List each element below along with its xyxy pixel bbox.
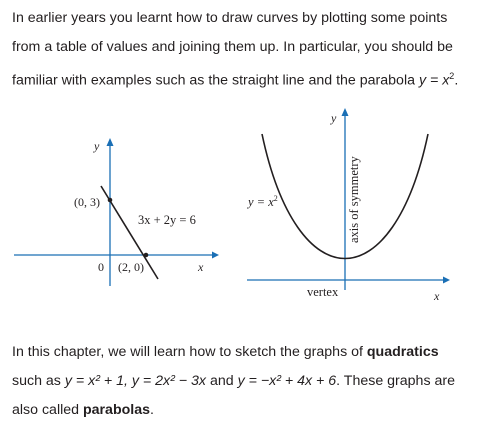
closing-line-1-text: In this chapter, we will learn how to sketch the graphs of (12, 344, 367, 360)
parabolas-term: parabolas (82, 402, 151, 418)
closing-line-2 (12, 367, 482, 396)
origin-label: 0 (98, 260, 104, 274)
closing-line-3-end: . (150, 402, 154, 418)
closing-line-3 (12, 396, 482, 425)
parabola-inline-equation: y = x (418, 72, 450, 89)
parabola-equation-label (246, 194, 278, 209)
line-y-axis-label: y (94, 139, 100, 153)
parabola-y-axis-arrow (342, 108, 349, 116)
intro-line-3-text: familiar with examples such as the straight line and the parabola (12, 72, 419, 89)
parabola-figure (246, 108, 450, 303)
example-equations-1: y = x² + 1, y = 2x² − 3x (64, 373, 206, 389)
line-x-axis-arrow (212, 252, 219, 259)
line-x-axis-label: x (198, 260, 204, 274)
closing-line-1 (12, 338, 482, 367)
parabola-x-axis-arrow (443, 277, 450, 284)
parabola-inline-exponent: 2 (449, 71, 455, 81)
line-y-axis-arrow (107, 138, 114, 146)
x-intercept-point (144, 253, 149, 258)
axis-of-symmetry-label: axis of symmetry (347, 156, 361, 243)
intro-line-2: from a table of values and joining them up. In particular, you should be (12, 39, 453, 55)
intro-line-1: In earlier years you learnt how to draw curves by plotting some points (12, 10, 448, 26)
figures-graphic (0, 100, 489, 312)
parabola-equation-base: y = x (248, 195, 274, 209)
parabola-equation-exponent: 2 (273, 194, 278, 203)
vertex-label: vertex (307, 285, 339, 299)
closing-paragraph (12, 338, 482, 425)
x-intercept-label: (2, 0) (118, 260, 144, 274)
line-equation-label: 3x + 2y = 6 (138, 213, 196, 227)
closing-line-2-mid: and (206, 373, 238, 389)
parabola-x-axis-label: x (434, 289, 440, 303)
example-equation-2: y = −x² + 4x + 6 (237, 373, 337, 389)
quadratics-term: quadratics (366, 344, 439, 360)
closing-line-2-lead: such as (12, 373, 65, 389)
parabola-y-axis-label: y (331, 111, 337, 125)
intro-line-3-end: . (454, 72, 459, 89)
closing-line-3-text: also called (12, 402, 83, 418)
y-intercept-label: (0, 3) (74, 195, 100, 209)
closing-line-2-end: . These graphs are (336, 373, 455, 389)
intro-paragraph (12, 4, 482, 96)
y-intercept-point (108, 198, 113, 203)
straight-line-figure (14, 138, 219, 286)
intro-line-3 (12, 62, 482, 96)
